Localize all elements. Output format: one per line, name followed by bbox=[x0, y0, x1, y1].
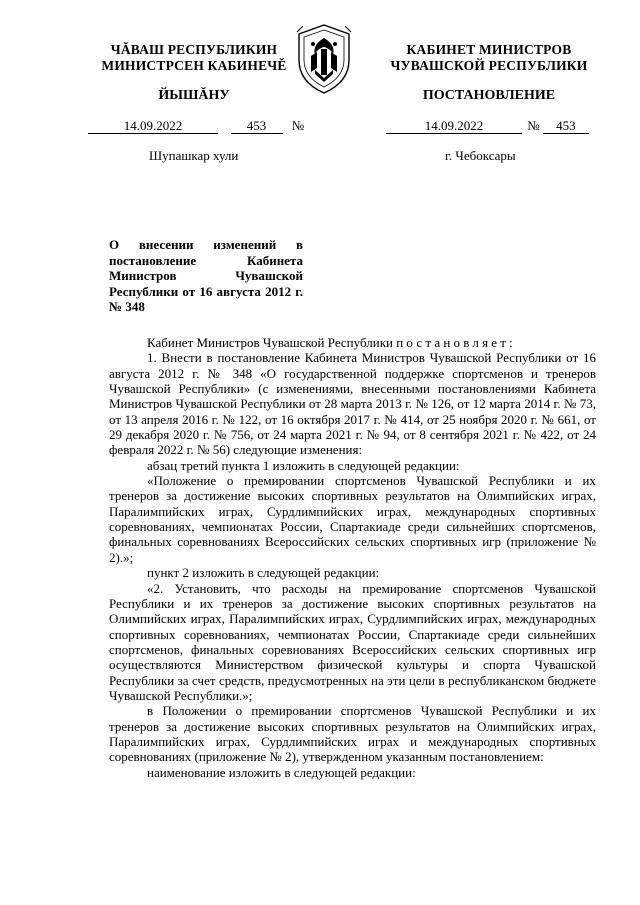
right-date-number-line bbox=[386, 118, 589, 134]
right-header-line2: ЧУВАШСКОЙ РЕСПУБЛИКИ bbox=[390, 58, 588, 73]
right-number: 453 bbox=[543, 118, 589, 134]
left-date: 14.09.2022 bbox=[88, 118, 218, 134]
body-paragraph: пункт 2 изложить в следующей редакции: bbox=[147, 565, 380, 581]
right-document-kind: ПОСТАНОВЛЕНИЕ bbox=[422, 88, 556, 103]
right-header-line1: КАБИНЕТ МИНИСТРОВ bbox=[406, 42, 572, 57]
document-body bbox=[109, 335, 596, 780]
body-paragraph: «2. Установить, что расходы на премирование спортсменов Чувашской Республики и их тренеров за достижение высоких спортивных результатов на Олимпийских играх, Паралимпийских играх, Сурдлимпийских играх, международных спортивных соревнованиях, чемпионатах России, Спартакиаде среди сильнейших спортсменов, финальных соревнованиях Всероссийских сельских спортивных игр осуществляются Министерством физической культуры и спорта Чувашской Республики за счет средств, предусмотренных на эти цели в республиканском бюджете Чувашской Республики.»; bbox=[109, 580, 596, 703]
body-paragraph: абзац третий пункта 1 изложить в следующей редакции: bbox=[147, 457, 460, 473]
body-paragraph: 1. Внести в постановление Кабинета Министров Чувашской Республики от 16 августа 2012 г. № 348 «О государственной поддержке спортсменов и тренеров Чувашской Республики» (с изменениями, внесенными постановлениями Кабинета Министров Чувашской Республики от 28 марта 2013 г. № 126, от 12 марта 2014 г. № 73, от 13 апреля 2016 г. № 122, от 16 октября 2017 г. № 414, от 25 ноября 2020 г. № 661, от 29 декабря 2020 г. № 756, от 24 марта 2021 г. № 94, от 8 сентября 2021 г. № 422, от 24 февраля 2022 г. № 56) следующие изменения: bbox=[109, 350, 596, 458]
right-date: 14.09.2022 bbox=[386, 118, 522, 134]
left-date-number-line bbox=[88, 118, 304, 134]
chuvash-republic-emblem-icon bbox=[293, 22, 355, 96]
intro-prefix: Кабинет Министров Чувашской Республики bbox=[147, 335, 393, 350]
left-header-line1: ЧĂВАШ РЕСПУБЛИКИН bbox=[110, 42, 278, 57]
right-number-sign: № bbox=[527, 118, 540, 133]
left-document-kind: ЙЫШĂНУ bbox=[158, 88, 230, 103]
body-paragraph: «Положение о премировании спортсменов Чувашской Республики и их тренеров за достижение высоких спортивных результатов на Олимпийских играх, Паралимпийских играх, Сурдлимпийских играх, международных спортивных соревнованиях, чемпионатах России, Спартакиаде среди сильнейших спортсменов, финальных соревнованиях Всероссийских сельских спортивных игр (приложение № 2).»; bbox=[109, 473, 596, 565]
left-header bbox=[80, 42, 308, 74]
right-place: г. Чебоксары bbox=[445, 148, 516, 163]
left-header-line2: МИНИСТРСЕН КАБИНЕЧĚ bbox=[101, 58, 287, 73]
left-place: Шупашкар хули bbox=[149, 148, 239, 163]
right-header bbox=[372, 42, 606, 74]
left-number-sign: № bbox=[291, 118, 305, 133]
intro-paragraph bbox=[109, 335, 596, 350]
body-paragraph: наименование изложить в следующей редакции: bbox=[147, 764, 416, 780]
intro-spaced-verb: постановляет: bbox=[396, 335, 516, 350]
body-paragraph: в Положении о премировании спортсменов Чувашской Республики и их тренеров за достижение высоких спортивных результатов на Олимпийских играх, Паралимпийских играх, Сурдлимпийских играх и международных спортивных соревнованиях (приложение № 2), утвержденном указанным постановлением: bbox=[109, 703, 596, 765]
document-subject: О внесении изменений в постановление Кабинета Министров Чувашской Республики от 16 августа 2012 г. № 348 bbox=[109, 237, 303, 314]
left-number: 453 bbox=[231, 118, 283, 134]
